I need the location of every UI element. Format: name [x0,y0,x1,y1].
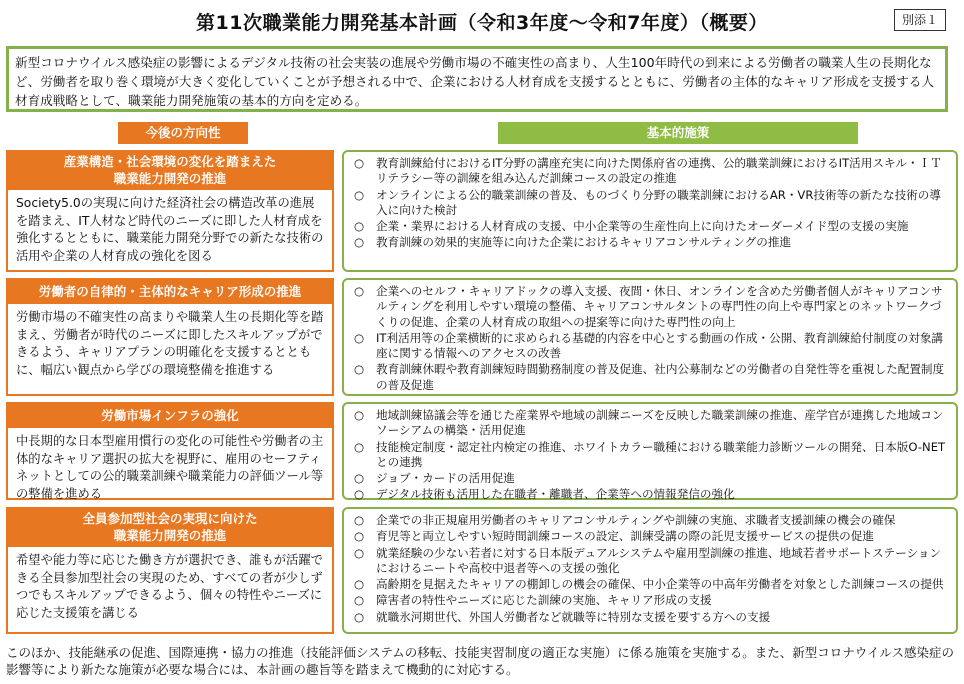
list-item: ○ 技能検定制度・認定社内検定の推進、ホワイトカラー職種における職業能力診断ツールの開発、日本版O-NETとの連携 [354,439,946,469]
circle-marker: ○ [354,529,365,544]
circle-marker: ○ [354,439,365,454]
circle-marker: ○ [354,187,365,202]
circle-marker: ○ [354,330,365,345]
section-3-measures [342,402,958,500]
list-item: ○ IT利活用等の企業横断的に求められる基礎的内容を中心とする動画の作成・公開、教育訓練給付制度の対象講座に関する情報へのアクセスの改善 [354,330,944,361]
circle-marker: ○ [354,487,365,502]
section-1-title: 産業構造・社会環境の変化を踏まえた 職業能力開発の推進 [6,150,334,190]
section-4-title: 全員参加型社会の実現に向けた 職業能力開発の推進 [6,507,334,547]
section-1-body: Society5.0の実現に向けた経済社会の構造改革の進展を踏まえ、IT人材など時代のニーズに即した人材育成を強化するとともに、職業能力開発分野での新たな技術の活用や企業の人材育成の強化を図る [6,190,334,272]
header-basic-measures: 基本的施策 [498,122,858,144]
circle-marker: ○ [354,235,365,250]
list-item: ○ 育児等と両立しやすい短時間訓練コースの設定、訓練受講の際の託児支援サービスの提供の促進 [354,529,874,544]
list-item: ○ 就業経験の少ない若者に対する日本版デュアルシステムや雇用型訓練の推進、地域若者サポートステーションにおけるニートや高校中退者等への支援の強化 [354,545,942,575]
section-3-title: 労働市場インフラの強化 [6,402,334,428]
list-item: ○ デジタル技術も活用した在職者・離職者、企業等への情報発信の強化 [354,487,735,502]
section-1-measures [342,150,958,272]
circle-marker: ○ [354,593,365,608]
section-2-body: 労働市場の不確実性の高まりや職業人生の長期化等を踏まえ、労働者が時代のニーズに即したスキルアップができるよう、キャリアプランの明確化を支援するとともに、幅広い観点から学びの環境整備を推進する [6,304,334,396]
attachment-badge: 別添１ [894,9,946,31]
list-item: ○ 高齢期を見据えたキャリアの棚卸しの機会の確保、中小企業等の中高年労働者を対象とした訓練コースの提供 [354,577,944,592]
circle-marker: ○ [354,545,365,560]
circle-marker: ○ [354,577,365,592]
page-title: 第11次職業能力開発基本計画（令和3年度～令和7年度）（概要） [196,12,768,34]
list-item: ○ 企業・業界における人材育成の支援、中小企業等の生産性向上に向けたオーダーメイド型の支援の実施 [354,219,909,234]
circle-marker: ○ [354,219,365,234]
list-item: ○ 企業へのセルフ・キャリアドックの導入支援、夜間・休日、オンラインを含めた労働者個人がキャリアコンサルティングを利用しやすい環境の整備、キャリアコンサルタントの専門性の向上や専門家とのネットワークづくりの促進、企業の人材育成の取組への提案等に向けた専門性の向上 [354,284,943,329]
list-item: ○ 地域訓練協議会等を通じた産業界や地域の訓練ニーズを反映した職業訓練の推進、産学官が連携した地域コンソーシアムの構築・活用促進 [354,408,944,438]
header-direction: 今後の方向性 [118,122,248,144]
circle-marker: ○ [354,408,365,422]
circle-marker: ○ [354,362,365,377]
circle-marker: ○ [354,471,365,486]
list-item: ○ 障害者の特性やニーズに応じた訓練の実施、キャリア形成の支援 [354,593,712,608]
section-2-title: 労働者の自律的・主体的なキャリア形成の推進 [6,278,334,304]
section-4-body: 希望や能力等に応じた働き方が選択でき、誰もが活躍できる全員参加型社会の実現のため、すべての者が少しずつでもスキルアップできるよう、個々の特性やニーズに応じた支援策を講じる [6,547,334,634]
circle-marker: ○ [354,609,365,624]
section-3-body: 中長期的な日本型雇用慣行の変化の可能性や労働者の主体的なキャリア選択の拡大を視野に、雇用のセーフティネットとしての公的職業訓練や職業能力の評価ツール等の整備を進める [6,428,334,500]
section-4-measures [342,507,958,634]
circle-marker: ○ [354,513,365,527]
circle-marker: ○ [354,284,365,298]
section-2-measures [342,278,958,396]
list-item: ○ 企業での非正規雇用労働者のキャリアコンサルティングや訓練の実施、求職者支援訓練の機会の確保 [354,513,896,527]
list-item: ○ 教育訓練の効果的実施等に向けた企業におけるキャリアコンサルティングの推進 [354,235,792,250]
list-item: ○ 教育訓練給付におけるIT分野の講座充実に向けた関係府省の連携、公的職業訓練におけるIT活用スキル・ＩＴリテラシー等の訓練を組み込んだ訓練コースの設定の推進 [354,156,942,186]
list-item: ○ オンラインによる公的職業訓練の普及、ものづくり分野の職業訓練におけるAR・VR技術等の新たな技術の導入に向けた検討 [354,187,941,217]
footer-note: このほか、技能継承の促進、国際連携・協力の推進（技能評価システムの移転、技能実習制度の適正な実施）に係る施策を実施する。また、新型コロナウイルス感染症の影響等により新たな施策が必要な場合には、本計画の趣旨等を踏まえて機動的に対応する。 [6,645,955,677]
list-item: ○ 教育訓練休暇や教育訓練短時間勤務制度の普及促進、社内公募制などの労働者の自発性等を重視した配置制度の普及促進 [354,362,945,392]
list-item: ○ 就職氷河期世代、外国人労働者など就職等に特別な支援を要する方への支援 [354,609,771,624]
intro-box: 新型コロナウイルス感染症の影響によるデジタル技術の社会実装の進展や労働市場の不確実性の高まり、人生100年時代の到来による労働者の職業人生の長期化など、労働者を取り巻く環境が大きく変化していくことが予想される中で、企業における人材育成を支援するとともに、労働者の主体的なキャリア形成を支援する人材育成戦略として、職業能力開発施策の基本的方向を定める。 [6,46,948,112]
circle-marker: ○ [354,156,365,170]
list-item: ○ ジョブ・カードの活用促進 [354,471,515,486]
